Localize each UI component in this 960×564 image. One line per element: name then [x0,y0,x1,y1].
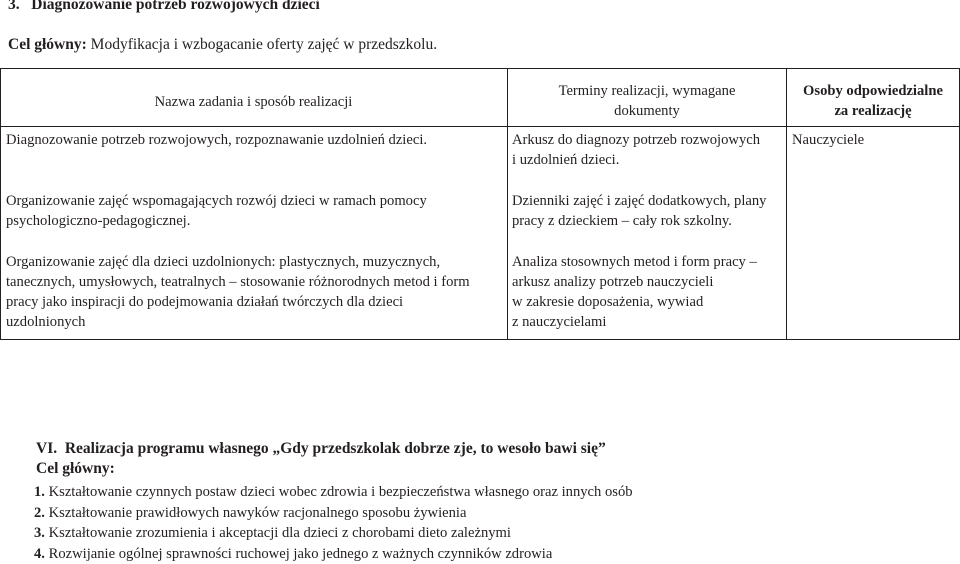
terms-line: arkusz analizy potrzeb nauczycieli [512,272,757,292]
section-goal [8,36,437,54]
task-line: Organizowanie zajęć wspomagających rozwój dzieci w ramach pomocy [6,191,427,211]
task-line: psychologiczno-pedagogicznej. [6,211,427,231]
section6-heading [36,440,606,458]
section-heading [8,0,320,14]
table-bottom-border [0,339,960,340]
table-row-2-task [6,191,427,231]
section6-goal-list [34,482,633,564]
table-row-3-task [6,252,470,332]
section6-number: VI. [36,440,57,457]
table-row-1-persons [792,130,864,150]
list-item-text: Kształtowanie czynnych postaw dzieci wobec zdrowia i bezpieczeństwa własnego oraz innych osób [49,484,633,500]
header-persons-line1: Osoby odpowiedzialne [787,81,959,101]
table-top-border [0,68,960,69]
list-item-text: Rozwijanie ogólnej sprawności ruchowej jako jednego z ważnych czynników zdrowia [49,546,553,562]
terms-line: w zakresie doposażenia, wywiad [512,292,757,312]
task-line: Diagnozowanie potrzeb rozwojowych, rozpoznawanie uzdolnień dzieci. [6,130,427,150]
terms-line: Arkusz do diagnozy potrzeb rozwojowych [512,130,760,150]
terms-line: i uzdolnień dzieci. [512,150,760,170]
list-item-number: 2. [34,505,45,521]
list-item-number: 1. [34,484,45,500]
terms-line: Analiza stosownych metod i form pracy – [512,252,757,272]
table-row-2-terms [512,191,766,231]
header-task: Nazwa zadania i sposób realizacji [0,92,507,112]
terms-line: pracy z dzieckiem – cały rok szkolny. [512,211,766,231]
table-row-1-terms [512,130,760,170]
goal-label: Cel główny: [8,36,87,53]
section-title: Diagnozowanie potrzeb rozwojowych dzieci [31,0,320,13]
header-persons-line2: za realizację [787,101,959,121]
task-line: tanecznych, umysłowych, teatralnych – stosowanie różnorodnych metod i form [6,272,470,292]
terms-line: z nauczycielami [512,312,757,332]
table-row-3-terms [512,252,757,332]
header-terms [508,81,786,121]
header-persons [787,81,959,121]
section6-title: Realizacja programu własnego „Gdy przedszkolak dobrze zje, to wesoło bawi się” [65,440,606,457]
terms-line: Dzienniki zajęć i zajęć dodatkowych, plany [512,191,766,211]
list-item-text: Kształtowanie prawidłowych nawyków racjonalnego sposobu żywienia [49,505,467,521]
goal-text: Modyfikacja i wzbogacanie oferty zajęć w przedszkolu. [91,36,437,53]
table-header-border [0,126,960,127]
list-item-text: Kształtowanie zrozumienia i akceptacji dla dzieci z chorobami dieto zależnymi [49,525,511,541]
task-line: Organizowanie zajęć dla dzieci uzdolnionych: plastycznych, muzycznych, [6,252,470,272]
list-item [34,503,633,524]
table-row-1-task [6,130,427,150]
list-item [34,523,633,544]
list-item [34,482,633,503]
header-terms-line2: dokumenty [508,101,786,121]
section6-goal-label: Cel główny: [36,460,115,478]
persons-line: Nauczyciele [792,130,864,150]
task-line: pracy jako inspiracji do podejmowania działań twórczych dla dzieci [6,292,470,312]
section-number: 3. [8,0,20,13]
list-item-number: 4. [34,546,45,562]
task-line: uzdolnionych [6,312,470,332]
list-item-number: 3. [34,525,45,541]
header-terms-line1: Terminy realizacji, wymagane [508,81,786,101]
